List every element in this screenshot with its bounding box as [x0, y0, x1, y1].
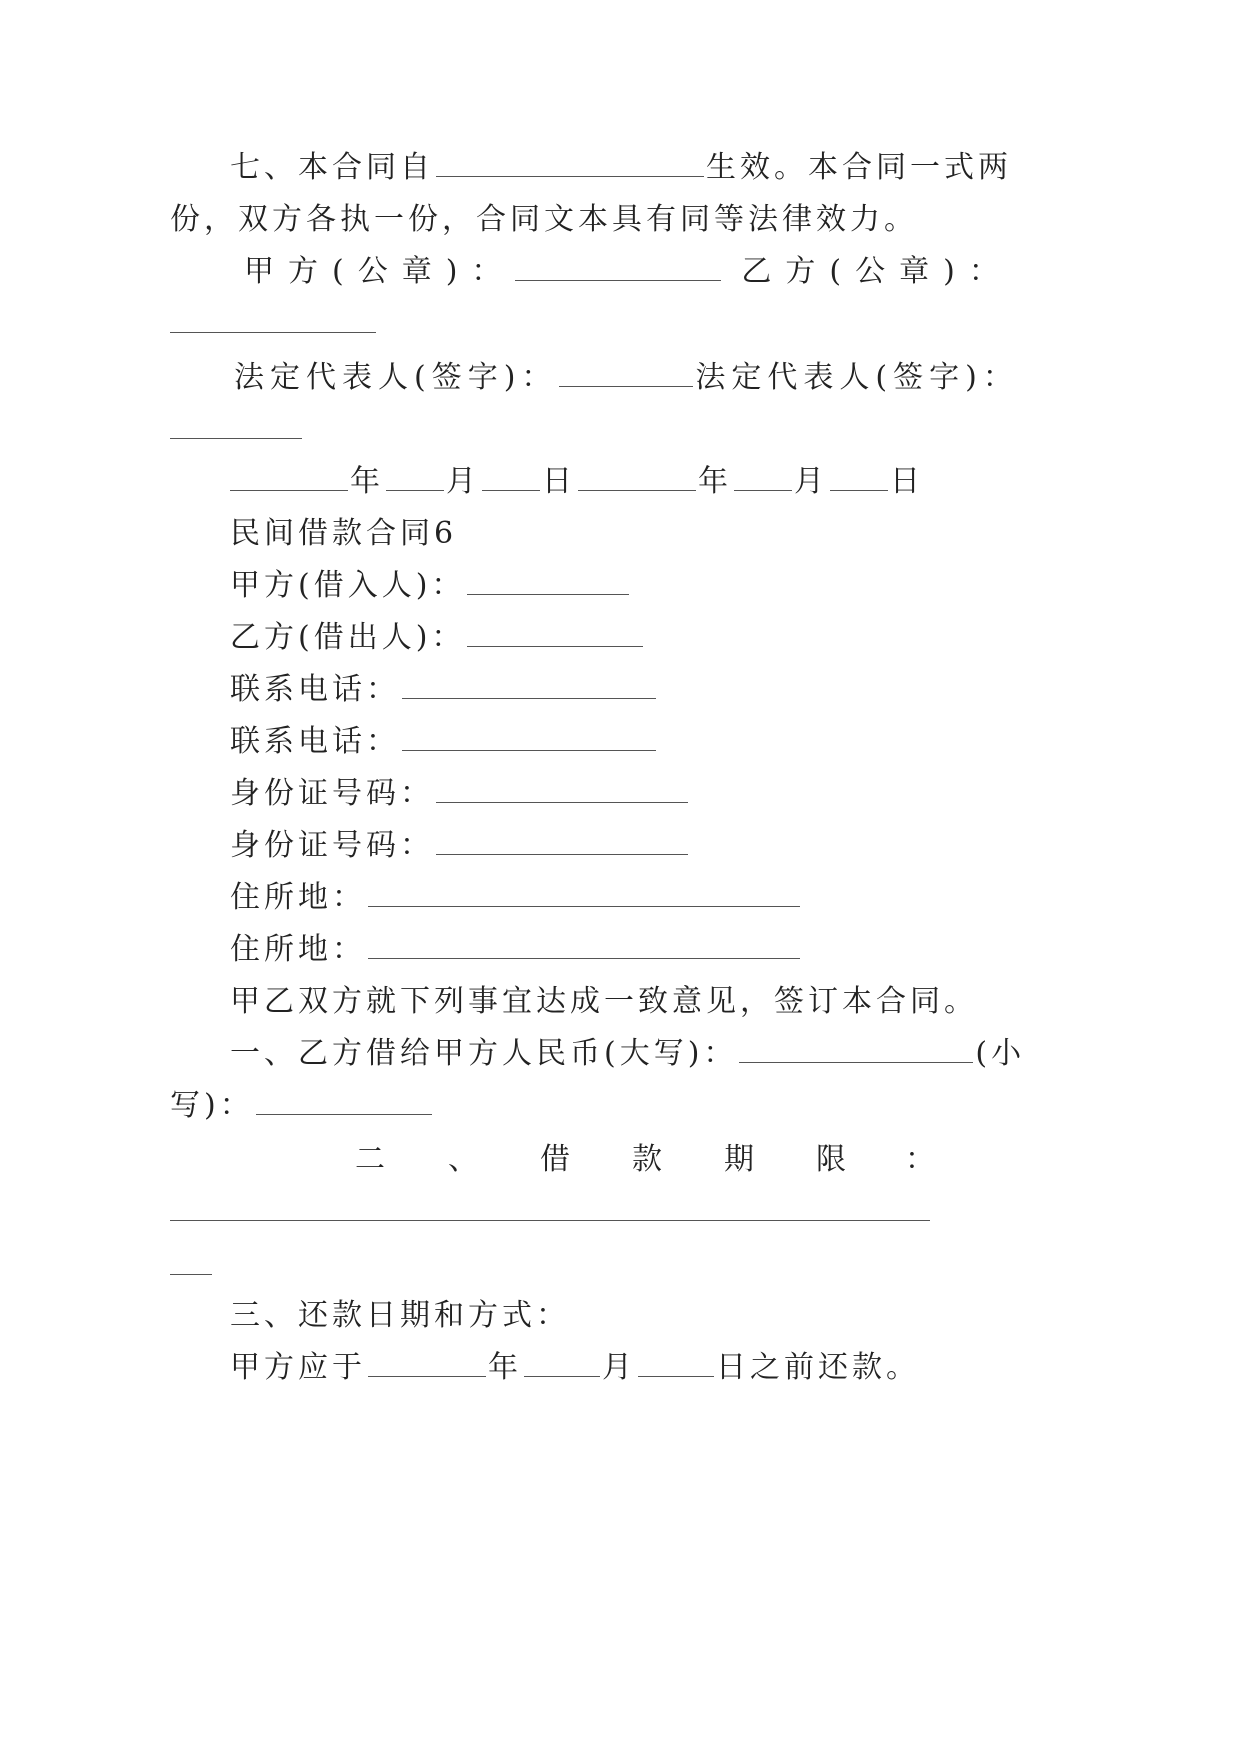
phone-blank-2	[402, 724, 656, 751]
loan-term-char-5: 期	[724, 1142, 754, 1177]
agreement-line	[230, 982, 978, 1022]
item-one-line-1	[230, 1034, 1025, 1074]
lender-line	[230, 618, 645, 658]
month-label-2: 月	[794, 464, 828, 499]
year-label-1: 年	[350, 464, 384, 499]
loan-term-char-2: 、	[448, 1142, 478, 1177]
party-a-legal-rep-blank	[559, 360, 693, 387]
loan-amount-upper-label: 一、乙方借给甲方人民币(大写)：	[230, 1036, 738, 1071]
effective-date-blank	[436, 150, 704, 177]
repay-month-blank	[524, 1350, 600, 1377]
party-a-seal-blank	[515, 254, 721, 281]
borrower-blank	[467, 568, 629, 595]
month-blank-2	[734, 464, 792, 491]
legal-rep-line	[234, 358, 1019, 398]
id-line-1	[230, 774, 690, 814]
phone-line-1	[230, 670, 658, 710]
id-label-1: 身份证号码：	[230, 776, 434, 811]
item-one-line-2	[170, 1086, 434, 1126]
phone-line-2	[230, 722, 658, 762]
address-line-1	[230, 878, 802, 918]
loan-amount-upper-blank	[739, 1036, 973, 1063]
loan-amount-lower-label-start: (小	[975, 1036, 1026, 1071]
borrower-label: 甲方(借入人)：	[230, 568, 466, 603]
party-b-legal-rep-label: 法定代表人(签字)：	[695, 360, 1019, 395]
clause-seven-text-cont: 生效。本合同一式两	[706, 150, 1012, 185]
loan-term-char-7: ：	[905, 1142, 935, 1177]
id-label-2: 身份证号码：	[230, 828, 434, 863]
item-three-line	[230, 1296, 570, 1336]
phone-blank-1	[402, 672, 656, 699]
loan-term-blank-cont	[170, 1272, 212, 1275]
loan-term-blank	[170, 1218, 930, 1221]
repay-year-label: 年	[488, 1350, 522, 1385]
address-line-2	[230, 930, 802, 970]
loan-term-char-4: 款	[632, 1142, 662, 1177]
month-label-1: 月	[446, 464, 480, 499]
party-a-seal-label: 甲方(公章)：	[244, 254, 516, 289]
clause-seven-text: 七、本合同自	[230, 150, 434, 185]
clause-seven-line-2	[170, 200, 918, 240]
id-blank-1	[436, 776, 688, 803]
day-blank-1	[482, 464, 540, 491]
contract-title-text: 民间借款合同6	[230, 516, 458, 551]
contract-title	[230, 514, 457, 554]
year-blank-1	[230, 464, 348, 491]
repayment-heading: 三、还款日期和方式：	[230, 1298, 570, 1333]
repay-day-blank	[638, 1350, 714, 1377]
address-blank-2	[368, 932, 800, 959]
loan-term-char-1: 二	[355, 1142, 385, 1177]
loan-amount-lower-blank	[256, 1088, 432, 1115]
agreement-text: 甲乙双方就下列事宜达成一致意见，签订本合同。	[230, 984, 978, 1019]
loan-amount-lower-label-end: 写)：	[170, 1088, 254, 1123]
clause-seven-text-end: 份，双方各执一份，合同文本具有同等法律效力。	[170, 202, 918, 237]
borrower-line	[230, 566, 631, 606]
lender-label: 乙方(借出人)：	[230, 620, 466, 655]
repay-year-blank	[368, 1350, 486, 1377]
clause-seven-line-1	[230, 148, 1012, 188]
party-b-legal-rep-blank	[170, 436, 302, 439]
day-label-2: 日	[890, 464, 924, 499]
repayment-date-line	[230, 1348, 920, 1388]
repayment-label: 甲方应于	[230, 1350, 366, 1385]
loan-term-char-3: 借	[540, 1142, 570, 1177]
id-line-2	[230, 826, 690, 866]
party-a-legal-rep-label: 法定代表人(签字)：	[234, 360, 558, 395]
loan-term-char-6: 限	[816, 1142, 846, 1177]
lender-blank	[467, 620, 643, 647]
day-label-1: 日	[542, 464, 576, 499]
address-label-1: 住所地：	[230, 880, 366, 915]
day-blank-2	[830, 464, 888, 491]
year-blank-2	[578, 464, 696, 491]
party-b-seal-blank	[170, 330, 376, 333]
id-blank-2	[436, 828, 688, 855]
phone-label-2: 联系电话：	[230, 724, 400, 759]
address-blank-1	[368, 880, 800, 907]
month-blank-1	[386, 464, 444, 491]
year-label-2: 年	[698, 464, 732, 499]
address-label-2: 住所地：	[230, 932, 366, 967]
party-b-seal-label: 乙方(公章)：	[741, 254, 1013, 289]
signing-date-line	[228, 462, 924, 502]
repay-month-label: 月	[602, 1350, 636, 1385]
repay-day-label: 日之前还款。	[716, 1350, 920, 1385]
phone-label-1: 联系电话：	[230, 672, 400, 707]
seal-line	[244, 252, 1013, 292]
